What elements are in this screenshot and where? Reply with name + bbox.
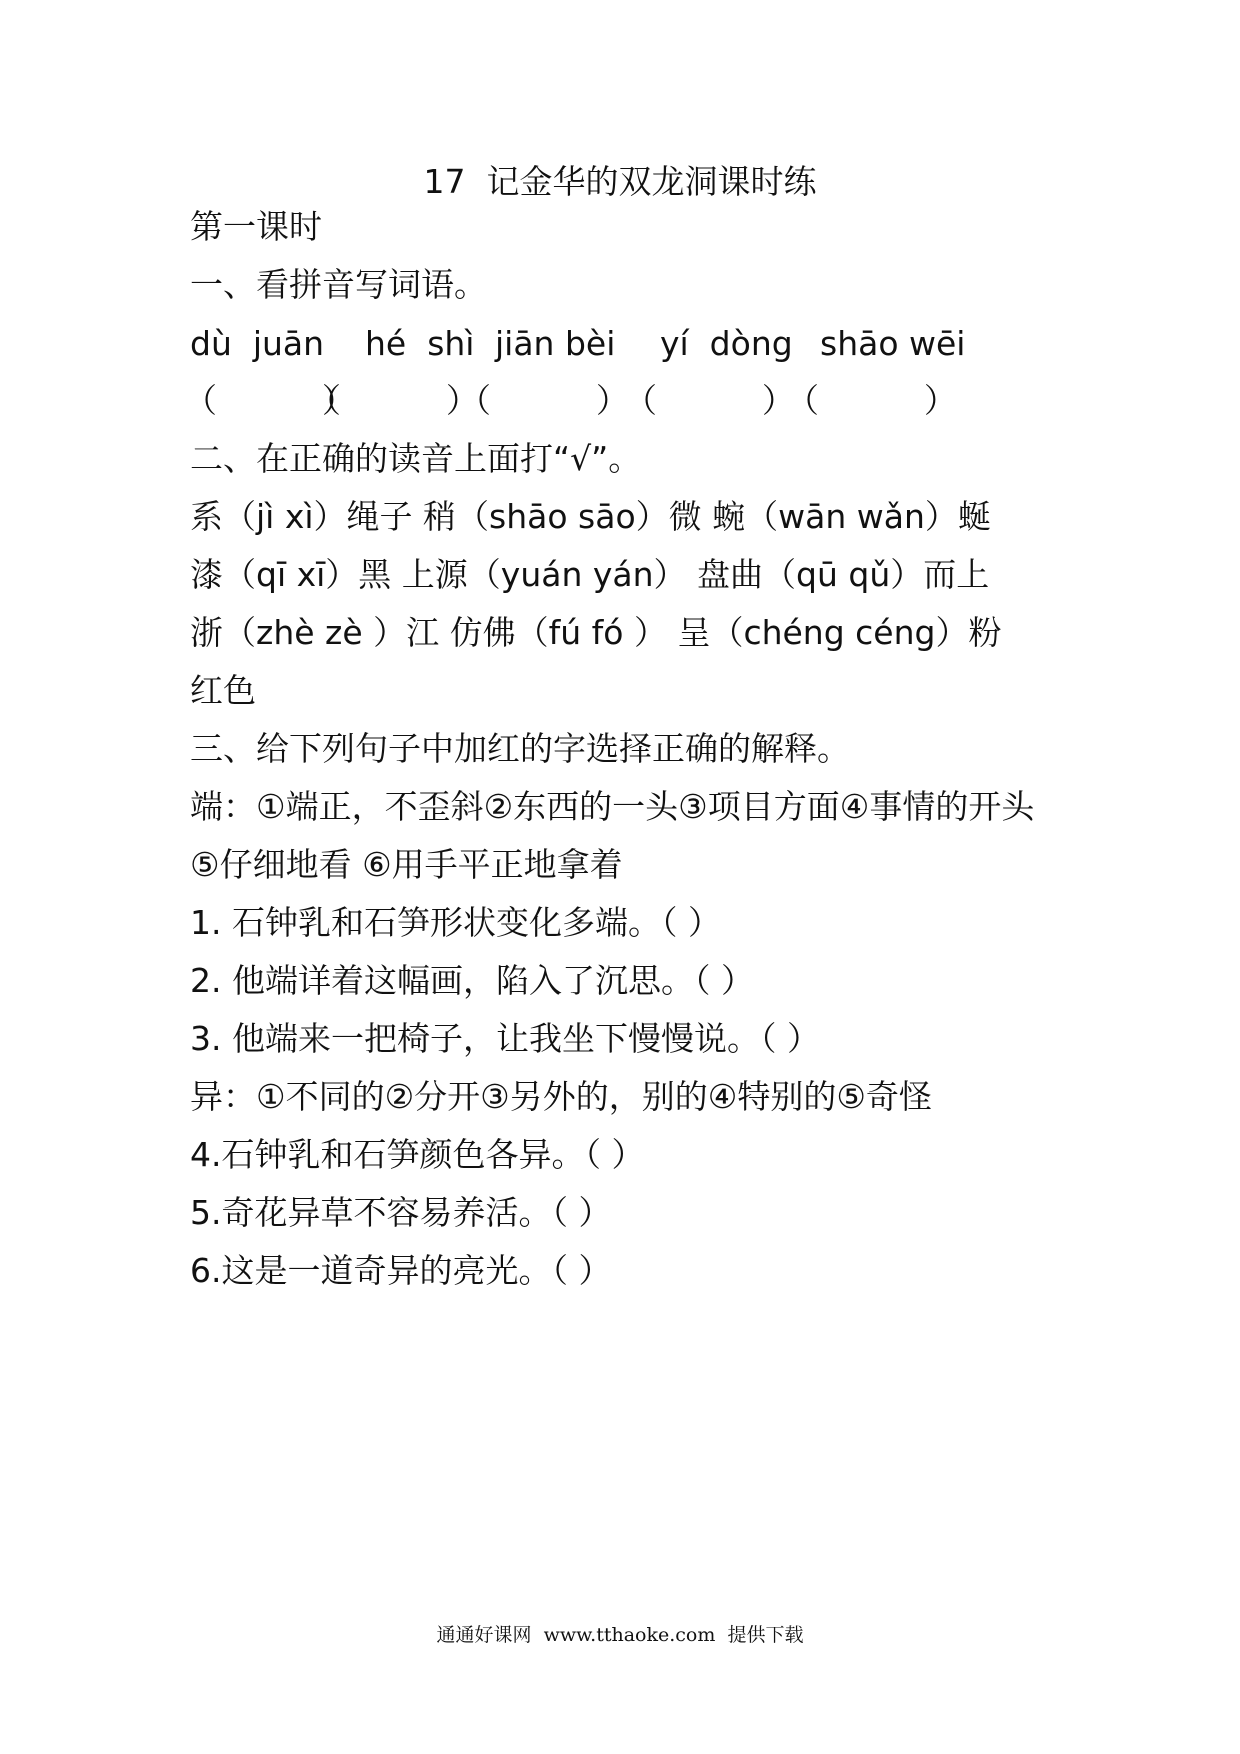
pinyin-row xyxy=(190,322,1090,366)
section1-heading: 一、看拼音写词语。 xyxy=(190,265,487,304)
pronunciation-line: 浙（zhè zè ）江 仿佛（fú fó ） 呈（chéng céng）粉 xyxy=(190,613,1002,652)
definition-duan-line2: ⑤仔细地看 ⑥用手平正地拿着 xyxy=(190,845,623,884)
question-item: 1. 石钟乳和石笋形状变化多端。（ ） xyxy=(190,903,721,942)
section3-heading: 三、给下列句子中加红的字选择正确的解释。 xyxy=(190,729,850,768)
answer-parens-row xyxy=(184,379,1090,423)
page-title: 17 记金华的双龙洞课时练 xyxy=(423,162,817,201)
pronunciation-line: 系（jì xì）绳子 稍（shāo sāo）微 蜿（wān wǎn）蜒 xyxy=(190,497,991,536)
pinyin-item: yí dòng xyxy=(660,324,793,363)
pinyin-item: shāo wēi xyxy=(820,324,966,363)
question-item: 6.这是一道奇异的亮光。（ ） xyxy=(190,1251,612,1290)
question-item: 3. 他端来一把椅子，让我坐下慢慢说。（ ） xyxy=(190,1019,820,1058)
pinyin-item: jiān bèi xyxy=(495,324,616,363)
question-item: 5.奇花异草不容易养活。（ ） xyxy=(190,1193,612,1232)
definition-yi: 异：①不同的②分开③另外的，别的④特别的⑤奇怪 xyxy=(190,1077,932,1116)
question-item: 2. 他端详着这幅画，陷入了沉思。（ ） xyxy=(190,961,754,1000)
answer-blank[interactable]: （ ） xyxy=(458,381,629,420)
question-item: 4.石钟乳和石笋颜色各异。（ ） xyxy=(190,1135,645,1174)
answer-blank[interactable]: （ ） xyxy=(786,381,957,420)
lesson-label: 第一课时 xyxy=(190,207,322,246)
section2-heading: 二、在正确的读音上面打“√”。 xyxy=(190,439,642,478)
answer-blank[interactable]: （ ） xyxy=(184,381,355,420)
pronunciation-line: 漆（qī xī）黑 上源（yuán yán） 盘曲（qū qǔ）而上 xyxy=(190,555,990,594)
definition-duan-line1: 端：①端正，不歪斜②东西的一头③项目方面④事情的开头 xyxy=(190,787,1035,826)
answer-blank[interactable]: （ ） xyxy=(308,381,479,420)
answer-blank[interactable]: （ ） xyxy=(624,381,795,420)
pinyin-item: dù juān xyxy=(190,324,325,363)
pronunciation-line: 红色 xyxy=(190,671,256,710)
pinyin-item: hé shì xyxy=(365,324,475,363)
page-footer: 通通好课网 www.tthaoke.com 提供下载 xyxy=(436,1624,804,1646)
